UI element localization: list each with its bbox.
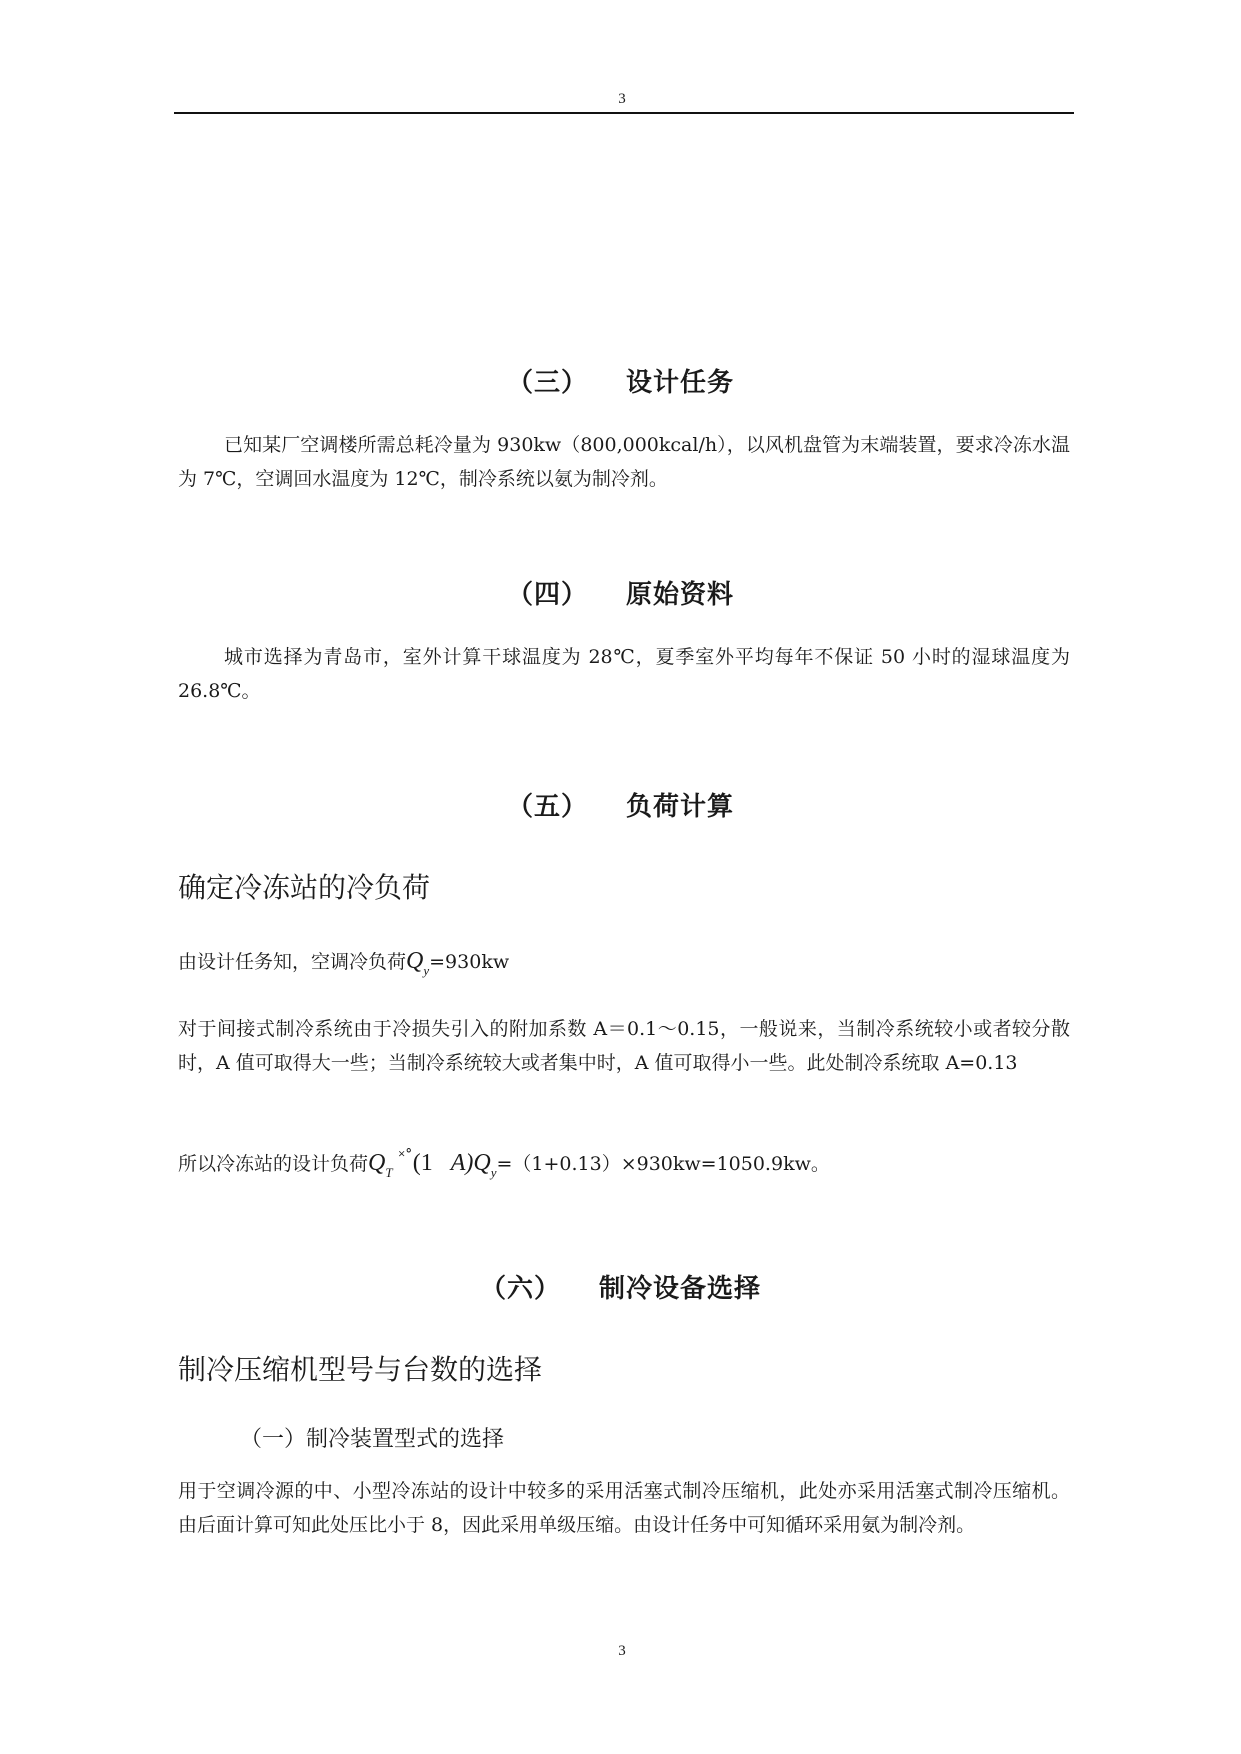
formula-glyph: ˟˚ <box>398 1147 413 1166</box>
header-rule <box>174 112 1074 114</box>
section-4-paragraph: 城市选择为青岛市，室外计算干球温度为 28℃，夏季室外平均每年不保证 50 小时的湿球温度为 26.8℃。 <box>178 646 1070 702</box>
load-line-prefix: 由设计任务知，空调冷负荷 <box>178 951 407 973</box>
section-6-number: （六） <box>479 1274 561 1304</box>
design-load-prefix: 所以冷冻站的设计负荷 <box>178 1153 369 1175</box>
footer-page-number: 3 <box>618 1643 626 1659</box>
load-subscript-y: y <box>423 963 430 978</box>
section-3-number: （三） <box>506 368 588 398</box>
header-page-number: 3 <box>618 91 626 107</box>
formula-a-q: A)Q <box>450 1150 491 1176</box>
section-5-load-line <box>178 944 1070 988</box>
load-line-value: =930kw <box>429 951 510 973</box>
design-load-symbol-q: Q <box>368 1150 386 1176</box>
section-6-title: 制冷设备选择 <box>599 1274 762 1304</box>
section-6-subsubheading: （一）制冷装置型式的选择 <box>240 1427 505 1452</box>
section-6-paragraph: 用于空调冷源的中、小型冷冻站的设计中较多的采用活塞式制冷压缩机，此处亦采用活塞式制冷压缩机。由后面计算可知此处压比小于 8，因此采用单级压缩。由设计任务中可知循环采用氨为制冷剂。 <box>178 1480 1070 1536</box>
section-4-number: （四） <box>506 580 588 610</box>
formula-open: (1 <box>412 1150 433 1176</box>
section-3-paragraph: 已知某厂空调楼所需总耗冷量为 930kw（800,000kcal/h），以风机盘管为末端装置，要求冷冻水温为 7℃，空调回水温度为 12℃，制冷系统以氨为制冷剂。 <box>178 434 1070 490</box>
section-6-subheading: 制冷压缩机型号与台数的选择 <box>178 1353 543 1386</box>
section-5-coefficient-paragraph: 对于间接式制冷系统由于冷损失引入的附加系数 A＝0.1～0.15，一般说来，当制冷系统较小或者较分散时，A 值可取得大一些；当制冷系统较大或者集中时，A 值可取得小一些。此处制冷系统取 A=0.13 <box>178 1018 1070 1074</box>
formula-subscript-y: y <box>490 1165 497 1180</box>
section-3-title: 设计任务 <box>626 368 735 398</box>
section-6-heading <box>0 1268 1241 1305</box>
design-load-result: =（1+0.13）×930kw=1050.9kw。 <box>496 1153 830 1175</box>
section-5-number: （五） <box>506 792 588 822</box>
section-4-title: 原始资料 <box>626 580 735 610</box>
section-5-design-load-line <box>178 1140 1070 1190</box>
section-5-subheading: 确定冷冻站的冷负荷 <box>178 871 431 904</box>
design-load-subscript-t: T <box>385 1165 393 1180</box>
section-3-heading <box>0 362 1241 399</box>
section-5-heading <box>0 786 1241 823</box>
load-symbol-q: Q <box>406 948 424 974</box>
section-4-heading <box>0 574 1241 611</box>
section-5-title: 负荷计算 <box>626 792 735 822</box>
